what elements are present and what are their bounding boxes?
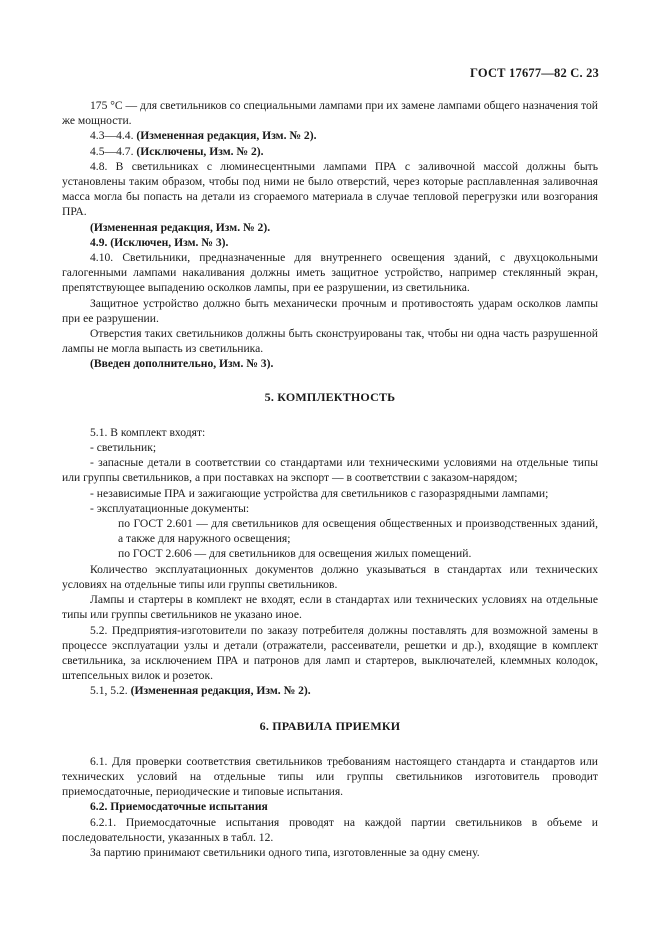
paragraph-175: 175 °С — для светильников со специальными лампами при их замене лампами общего назначения той же мощности. [62,99,598,128]
amendment-note-4-8: (Измененная редакция, Изм. № 2). [90,220,271,234]
paragraph-4-5: 4.5—4.7. (Исключены, Изм. № 2). [90,144,264,158]
paragraph-protective-device: Защитное устройство должно быть механически прочным и противостоять ударам осколков лампы при ее разрушении. [62,296,598,325]
section-6-title: 6. ПРАВИЛА ПРИЕМКИ [259,718,401,733]
list-item-gost-2601: по ГОСТ 2.601 — для светильников для освещения общественных и производственных зданий, а также для наружного освещения; [118,517,598,546]
paragraph-5-2: 5.2. Предприятия-изготовители по заказу потребителя должны поставлять для возможной замены в процессе эксплуатации узлы и детали (отражатели, рассеиватели, решетки и др.), входящие в комплект светильника, за исключением ПРА и патронов для ламп и стартеров, выключателей, клеммных колодок, штепсельных вилок и розеток. [62,623,598,683]
paragraph-batch: За партию принимают светильники одного типа, изготовленные за одну смену. [90,845,480,859]
amendment-note-4-10: (Введен дополнительно, Изм. № 3). [90,357,274,371]
paragraph-doc-count: Количество эксплуатационных документов должно указываться в стандартах или технических условиях на отдельные типы или группы светильников. [62,562,598,591]
paragraph-4-9: 4.9. (Исключен, Изм. № 3). [90,235,229,249]
amendment-note-5: 5.1, 5.2. (Измененная редакция, Изм. № 2). [90,684,311,698]
page-header: ГОСТ 17677—82 С. 23 [470,66,599,80]
paragraph-6-1: 6.1. Для проверки соответствия светильников требованиям настоящего стандарта и стандартов или технических условий на отдельные типы или группы светильников изготовитель проводит приемосдаточные, периодические и типовые испытания. [62,754,598,799]
paragraph-openings: Отверстия таких светильников должны быть сконструированы так, чтобы ни одна часть разрушенной лампы не могла выпасть из светильника. [62,327,598,356]
paragraph-6-2-1: 6.2.1. Приемосдаточные испытания проводят на каждой партии светильников в объеме и последовательности, указанных в табл. 12. [62,815,598,844]
list-item-gost-2606: по ГОСТ 2.606 — для светильников для освещения жилых помещений. [118,547,472,561]
paragraph-4-10: 4.10. Светильники, предназначенные для внутреннего освещения зданий, с двухцокольными галогенными лампами накаливания должны иметь защитное устройство, например стеклянный экран, препятствующее выпадению осколков лампы, при ее разрушении, из светильника. [62,251,598,295]
list-item-luminaire: - светильник; [90,441,157,455]
paragraph-4-3: 4.3—4.4. (Измененная редакция, Изм. № 2). [90,129,317,143]
paragraph-4-8: 4.8. В светильниках с люминесцентными лампами ПРА с заливочной массой должны быть установлены таким образом, чтобы под ними не было отверстий, через которые расплавленная заливочная масса могла бы попасть на детали из сгораемого материала в случае тепловой перегрузки или возгорания ПРА. [62,159,598,219]
list-item-spare-parts: - запасные детали в соответствии со стандартами или техническими условиями на отдельные типы или группы светильников, а при поставках на экспорт — в соответствии с заказом-нарядом; [62,456,598,485]
list-item-documents: - эксплуатационные документы: [90,501,250,515]
list-item-ballasts: - независимые ПРА и зажигающие устройства для светильников с газоразрядными лампами; [90,486,549,500]
subsection-6-2-title: 6.2. Приемосдаточные испытания [90,800,268,814]
paragraph-5-1: 5.1. В комплект входят: [90,425,206,439]
section-5-title: 5. КОМПЛЕКТНОСТЬ [264,389,396,404]
page-content [62,98,598,860]
paragraph-lamps-starters: Лампы и стартеры в комплект не входят, если в стандартах или технических условиях на отдельные типы или группы светильников не указано иное. [62,593,598,622]
